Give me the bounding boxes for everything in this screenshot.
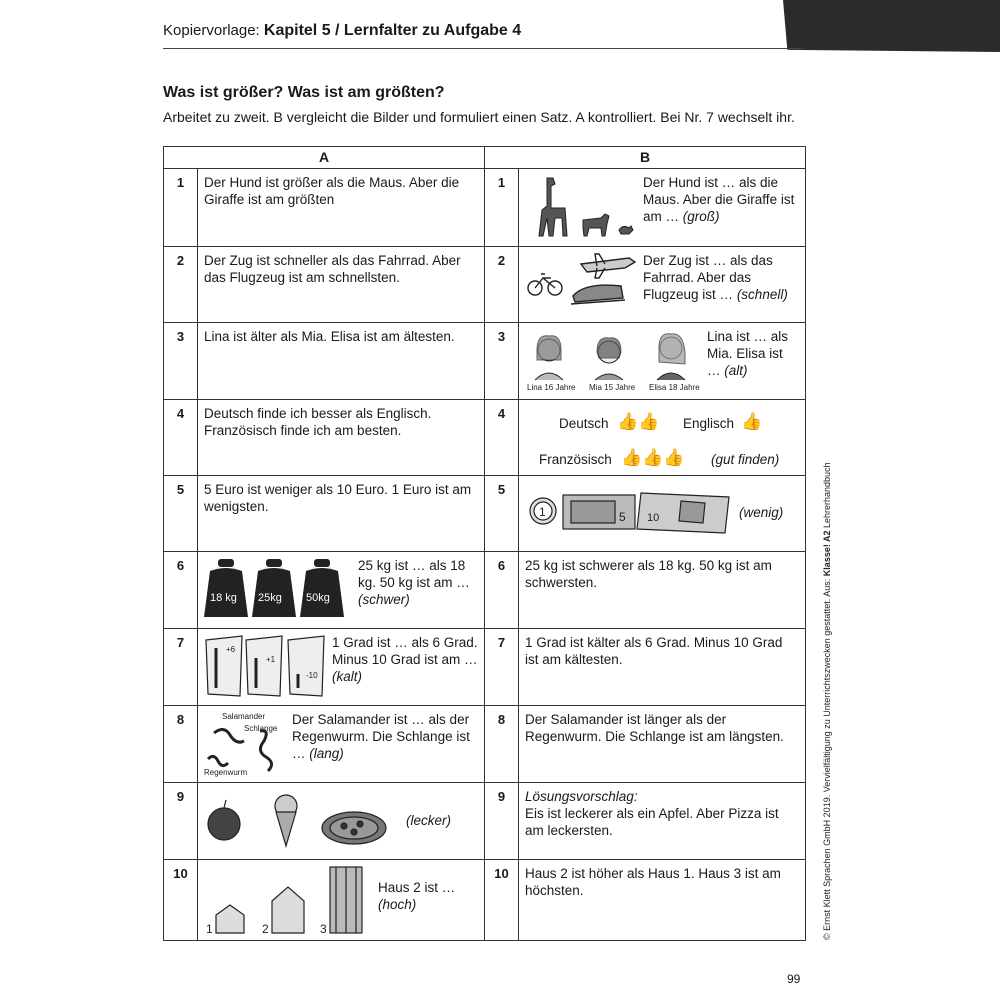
animal-label-schlange: Schlange [244, 724, 278, 733]
row-number: 5 [485, 476, 519, 552]
cell-b-prompt [643, 174, 799, 225]
copyright-text: © Ernst Klett Sprachen GmbH 2019. Vervielfältigung zu Unterrichtszwecken gestattet. Aus: [822, 576, 832, 940]
cell-b-text: Der Salamander ist länger als der Regenwurm. Die Schlange ist am längsten. [519, 706, 806, 783]
prompt-text: Haus 2 ist … [378, 880, 456, 895]
column-a-header: A [164, 147, 485, 169]
thumbs-up-icon: 👍 [741, 412, 763, 431]
cell-b-text: Eis ist leckerer als ein Apfel. Aber Pizza ist am leckersten. [525, 806, 779, 838]
copyright-note [822, 462, 832, 940]
row-number: 9 [164, 783, 198, 860]
row-number: 7 [164, 629, 198, 706]
hint-text: (gut finden) [711, 452, 780, 467]
hint-text: (hoch) [378, 897, 417, 912]
row-number: 8 [485, 706, 519, 783]
prompt-text: Der Hund ist … als die Maus. Aber die Giraffe ist am … [643, 175, 795, 224]
hint-text: (schwer) [358, 592, 410, 607]
weights-illustration [204, 557, 352, 623]
table-row [164, 169, 806, 247]
weight-label-50: 50kg [306, 592, 330, 604]
header-title: Kapitel 5 / Lernfalter zu Aufgabe 4 [263, 22, 522, 39]
cell-a-text: Deutsch finde ich besser als Englisch. Französisch finde ich am besten. [198, 400, 485, 476]
food-illustration [204, 790, 400, 850]
row-number: 4 [164, 400, 198, 476]
cell-a-prompt [332, 634, 478, 685]
table-row [164, 783, 806, 860]
cell-b [519, 323, 806, 400]
cell-b [519, 400, 806, 476]
cell-a [198, 552, 485, 629]
cell-a-prompt [292, 711, 478, 762]
houses-illustration [204, 865, 372, 935]
row-number: 1 [485, 169, 519, 247]
table-row [164, 706, 806, 783]
weight-label-18: 18 kg [210, 592, 237, 604]
house-label-2: 2 [262, 922, 269, 935]
cell-a-prompt [358, 557, 478, 608]
page-heading: Was ist größer? Was ist am größten? [163, 84, 445, 101]
hint-text: (lecker) [406, 812, 452, 828]
prompt-text: 1 Grad ist … als 6 Grad. Minus 10 Grad ist am … [332, 635, 478, 667]
animal-label-regenwurm: Regenwurm [204, 768, 248, 777]
table-row [164, 860, 806, 941]
hint-text: (alt) [724, 363, 748, 378]
thumbs-up-icon: 👍👍👍 [621, 448, 685, 467]
three-girls-illustration [525, 328, 701, 394]
giraffe-dog-mouse-illustration [525, 174, 637, 240]
prompt-text: Der Salamander ist … als der Regenwurm. Die Schlange ist … [292, 712, 470, 761]
row-number: 10 [164, 860, 198, 941]
row-number: 9 [485, 783, 519, 860]
table-row [164, 552, 806, 629]
cell-a-text: Der Hund ist größer als die Maus. Aber die Giraffe ist am größten [198, 169, 485, 247]
cell-b [519, 169, 806, 247]
hint-text: (groß) [682, 209, 720, 224]
cell-a-text: Lina ist älter als Mia. Elisa ist am ältesten. [198, 323, 485, 400]
thermometer-label: -10 [306, 671, 318, 680]
row-number: 4 [485, 400, 519, 476]
cell-a [198, 783, 485, 860]
prompt-text: Der Zug ist … als das Fahrrad. Aber das Flugzeug ist … [643, 253, 773, 302]
table-header-row [164, 147, 806, 169]
cell-b [519, 783, 806, 860]
cell-a [198, 860, 485, 941]
girl-label-elisa: Elisa 18 Jahre [649, 383, 700, 392]
row-number: 7 [485, 629, 519, 706]
header-prefix: Kopiervorlage: [163, 22, 260, 39]
row-number: 8 [164, 706, 198, 783]
row-number: 6 [485, 552, 519, 629]
cell-a [198, 629, 485, 706]
coin-value: 1 [539, 505, 546, 519]
row-number: 6 [164, 552, 198, 629]
book-title: Klasse! A2 [822, 530, 832, 577]
cell-b-text: Haus 2 ist höher als Haus 1. Haus 3 ist am höchsten. [519, 860, 806, 941]
row-number: 1 [164, 169, 198, 247]
copyright-suffix: Lehrerhandbuch [822, 462, 832, 531]
animal-label-salamander: Salamander [222, 712, 266, 721]
cell-a-text: 5 Euro ist weniger als 10 Euro. 1 Euro ist am wenigsten. [198, 476, 485, 552]
table-row [164, 247, 806, 323]
word-franzoesisch: Französisch [539, 452, 612, 467]
table-row [164, 323, 806, 400]
page-number: 99 [787, 972, 801, 986]
instructions: Arbeitet zu zweit. B vergleicht die Bilder und formuliert einen Satz. A kontrolliert. Bei Nr. 7 wechselt ihr. [163, 109, 795, 125]
word-deutsch: Deutsch [559, 416, 609, 431]
bill-10-value: 10 [647, 512, 660, 524]
word-englisch: Englisch [683, 416, 735, 431]
cell-a [198, 706, 485, 783]
row-number: 3 [164, 323, 198, 400]
thumbs-up-icon: 👍👍 [617, 412, 660, 431]
hint-text: (wenig) [739, 504, 784, 520]
girl-label-mia: Mia 15 Jahre [589, 383, 636, 392]
thermometers-illustration [204, 634, 326, 698]
row-number: 3 [485, 323, 519, 400]
cell-a-prompt [378, 865, 455, 913]
cell-b [519, 476, 806, 552]
row-number: 10 [485, 860, 519, 941]
prompt-text: 25 kg ist … als 18 kg. 50 kg ist am … [358, 558, 470, 590]
table-row [164, 629, 806, 706]
column-b-header: B [485, 147, 806, 169]
cell-b-prompt [643, 252, 799, 303]
cell-b [519, 247, 806, 323]
solution-note: Lösungsvorschlag: [525, 789, 638, 804]
animals-illustration [204, 711, 286, 777]
house-label-1: 1 [206, 922, 213, 935]
exercise-table [163, 146, 806, 941]
row-number: 2 [164, 247, 198, 323]
money-illustration [525, 487, 733, 537]
girl-label-lina: Lina 16 Jahre [527, 383, 576, 392]
house-label-3: 3 [320, 922, 327, 935]
cell-b-prompt [707, 328, 799, 379]
row-number: 2 [485, 247, 519, 323]
page-header [163, 22, 521, 40]
row-number: 5 [164, 476, 198, 552]
hint-text: (kalt) [332, 669, 362, 684]
cell-b-text: 25 kg ist schwerer als 18 kg. 50 kg ist am schwersten. [519, 552, 806, 629]
header-rule [163, 48, 803, 49]
hint-text: (lang) [309, 746, 344, 761]
prompt-text: Lina ist … als Mia. Elisa ist … [707, 329, 789, 378]
table-row [164, 476, 806, 552]
thermometer-label: +6 [226, 645, 236, 654]
bike-train-plane-illustration [525, 252, 637, 314]
hint-text: (schnell) [736, 287, 788, 302]
cell-b-text: 1 Grad ist kälter als 6 Grad. Minus 10 Grad ist am kältesten. [519, 629, 806, 706]
corner-tab [783, 0, 1000, 52]
weight-label-25: 25kg [258, 592, 282, 604]
bill-5-value: 5 [619, 510, 626, 524]
thermometer-label: +1 [266, 655, 276, 664]
cell-a-text: Der Zug ist schneller als das Fahrrad. Aber das Flugzeug ist am schnellsten. [198, 247, 485, 323]
table-row [164, 400, 806, 476]
